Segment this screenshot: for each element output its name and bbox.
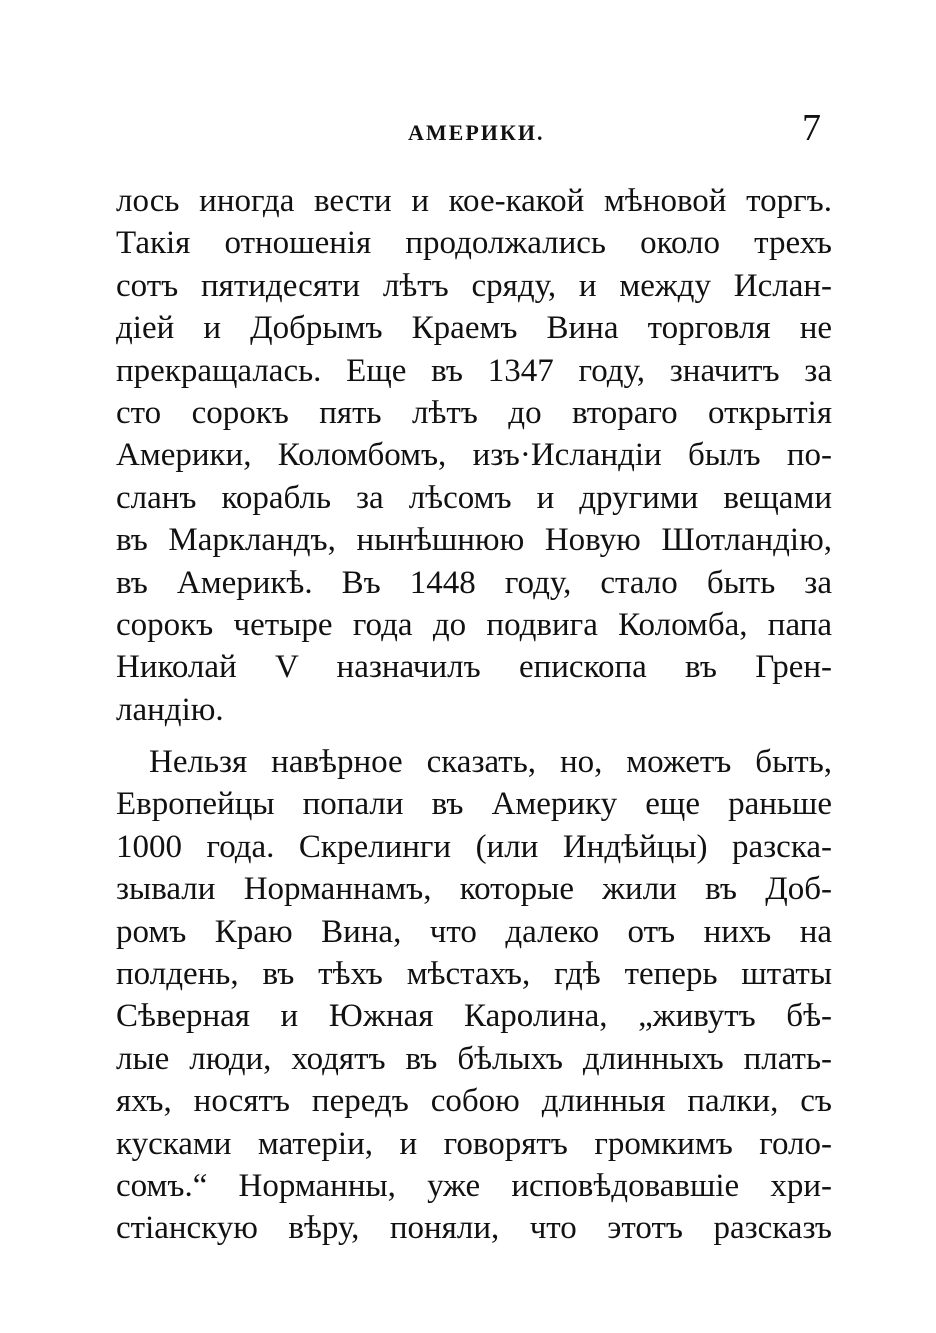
text-line: прекращалась. Еще въ 1347 году, значитъ за bbox=[116, 352, 832, 389]
paragraph bbox=[116, 741, 832, 1250]
text-line: полдень, въ тѣхъ мѣстахъ, гдѣ теперь штаты bbox=[116, 956, 832, 993]
text-line: сланъ корабль за лѣсомъ и другими вещами bbox=[116, 479, 832, 516]
text-line: ландію. bbox=[116, 691, 224, 728]
text-line: лые люди, ходятъ въ бѣлыхъ длинныхъ плать- bbox=[116, 1040, 832, 1077]
text-line: Нельзя навѣрное сказать, но, можетъ быть, bbox=[149, 744, 832, 781]
text-line: Европейцы попали въ Америку еще раньше bbox=[116, 786, 832, 823]
text-line: Америки, Коломбомъ, изъ·Исландіи былъ по- bbox=[116, 437, 832, 474]
text-line: сотъ пятидесяти лѣтъ сряду, и между Ислан- bbox=[116, 267, 832, 304]
text-line: діей и Добрымъ Краемъ Вина торговля не bbox=[116, 310, 832, 347]
text-line: кусками матеріи, и говорятъ громкимъ голо- bbox=[116, 1125, 832, 1162]
text-line: сто сорокъ пять лѣтъ до втораго открытія bbox=[116, 394, 832, 431]
running-head bbox=[0, 106, 936, 156]
text-line: яхъ, носятъ передъ собою длинныя палки, съ bbox=[116, 1083, 832, 1120]
text-line: зывали Норманнамъ, которые жили въ Доб- bbox=[116, 871, 832, 908]
paragraph-gap bbox=[116, 731, 832, 741]
text-line: стіанскую вѣру, поняли, что этотъ разсказъ bbox=[116, 1210, 832, 1247]
text-line: въ Маркландъ, нынѣшнюю Новую Шотландію, bbox=[116, 522, 832, 559]
paragraph bbox=[116, 180, 832, 731]
running-title: АМЕРИКИ. bbox=[408, 120, 545, 145]
text-line: сомъ.“ Норманны, уже исповѣдовавшіе хри- bbox=[116, 1167, 832, 1204]
text-line: Такія отношенія продолжались около трехъ bbox=[116, 225, 832, 262]
text-line: Сѣверная и Южная Каролина, „живутъ бѣ- bbox=[116, 998, 832, 1035]
text-line: Николай V назначилъ епископа въ Грен- bbox=[116, 649, 832, 686]
text-line: лось иногда вести и кое-какой мѣновой торгъ. bbox=[116, 183, 832, 219]
text-line: 1000 года. Скрелинги (или Индѣйцы) разска- bbox=[116, 828, 832, 865]
page-number: 7 bbox=[802, 107, 821, 149]
text-line: ромъ Краю Вина, что далеко отъ нихъ на bbox=[116, 913, 832, 950]
text-line: сорокъ четыре года до подвига Коломба, папа bbox=[116, 606, 832, 643]
text-line: въ Америкѣ. Въ 1448 году, стало быть за bbox=[116, 564, 832, 601]
body-text bbox=[116, 180, 832, 1250]
